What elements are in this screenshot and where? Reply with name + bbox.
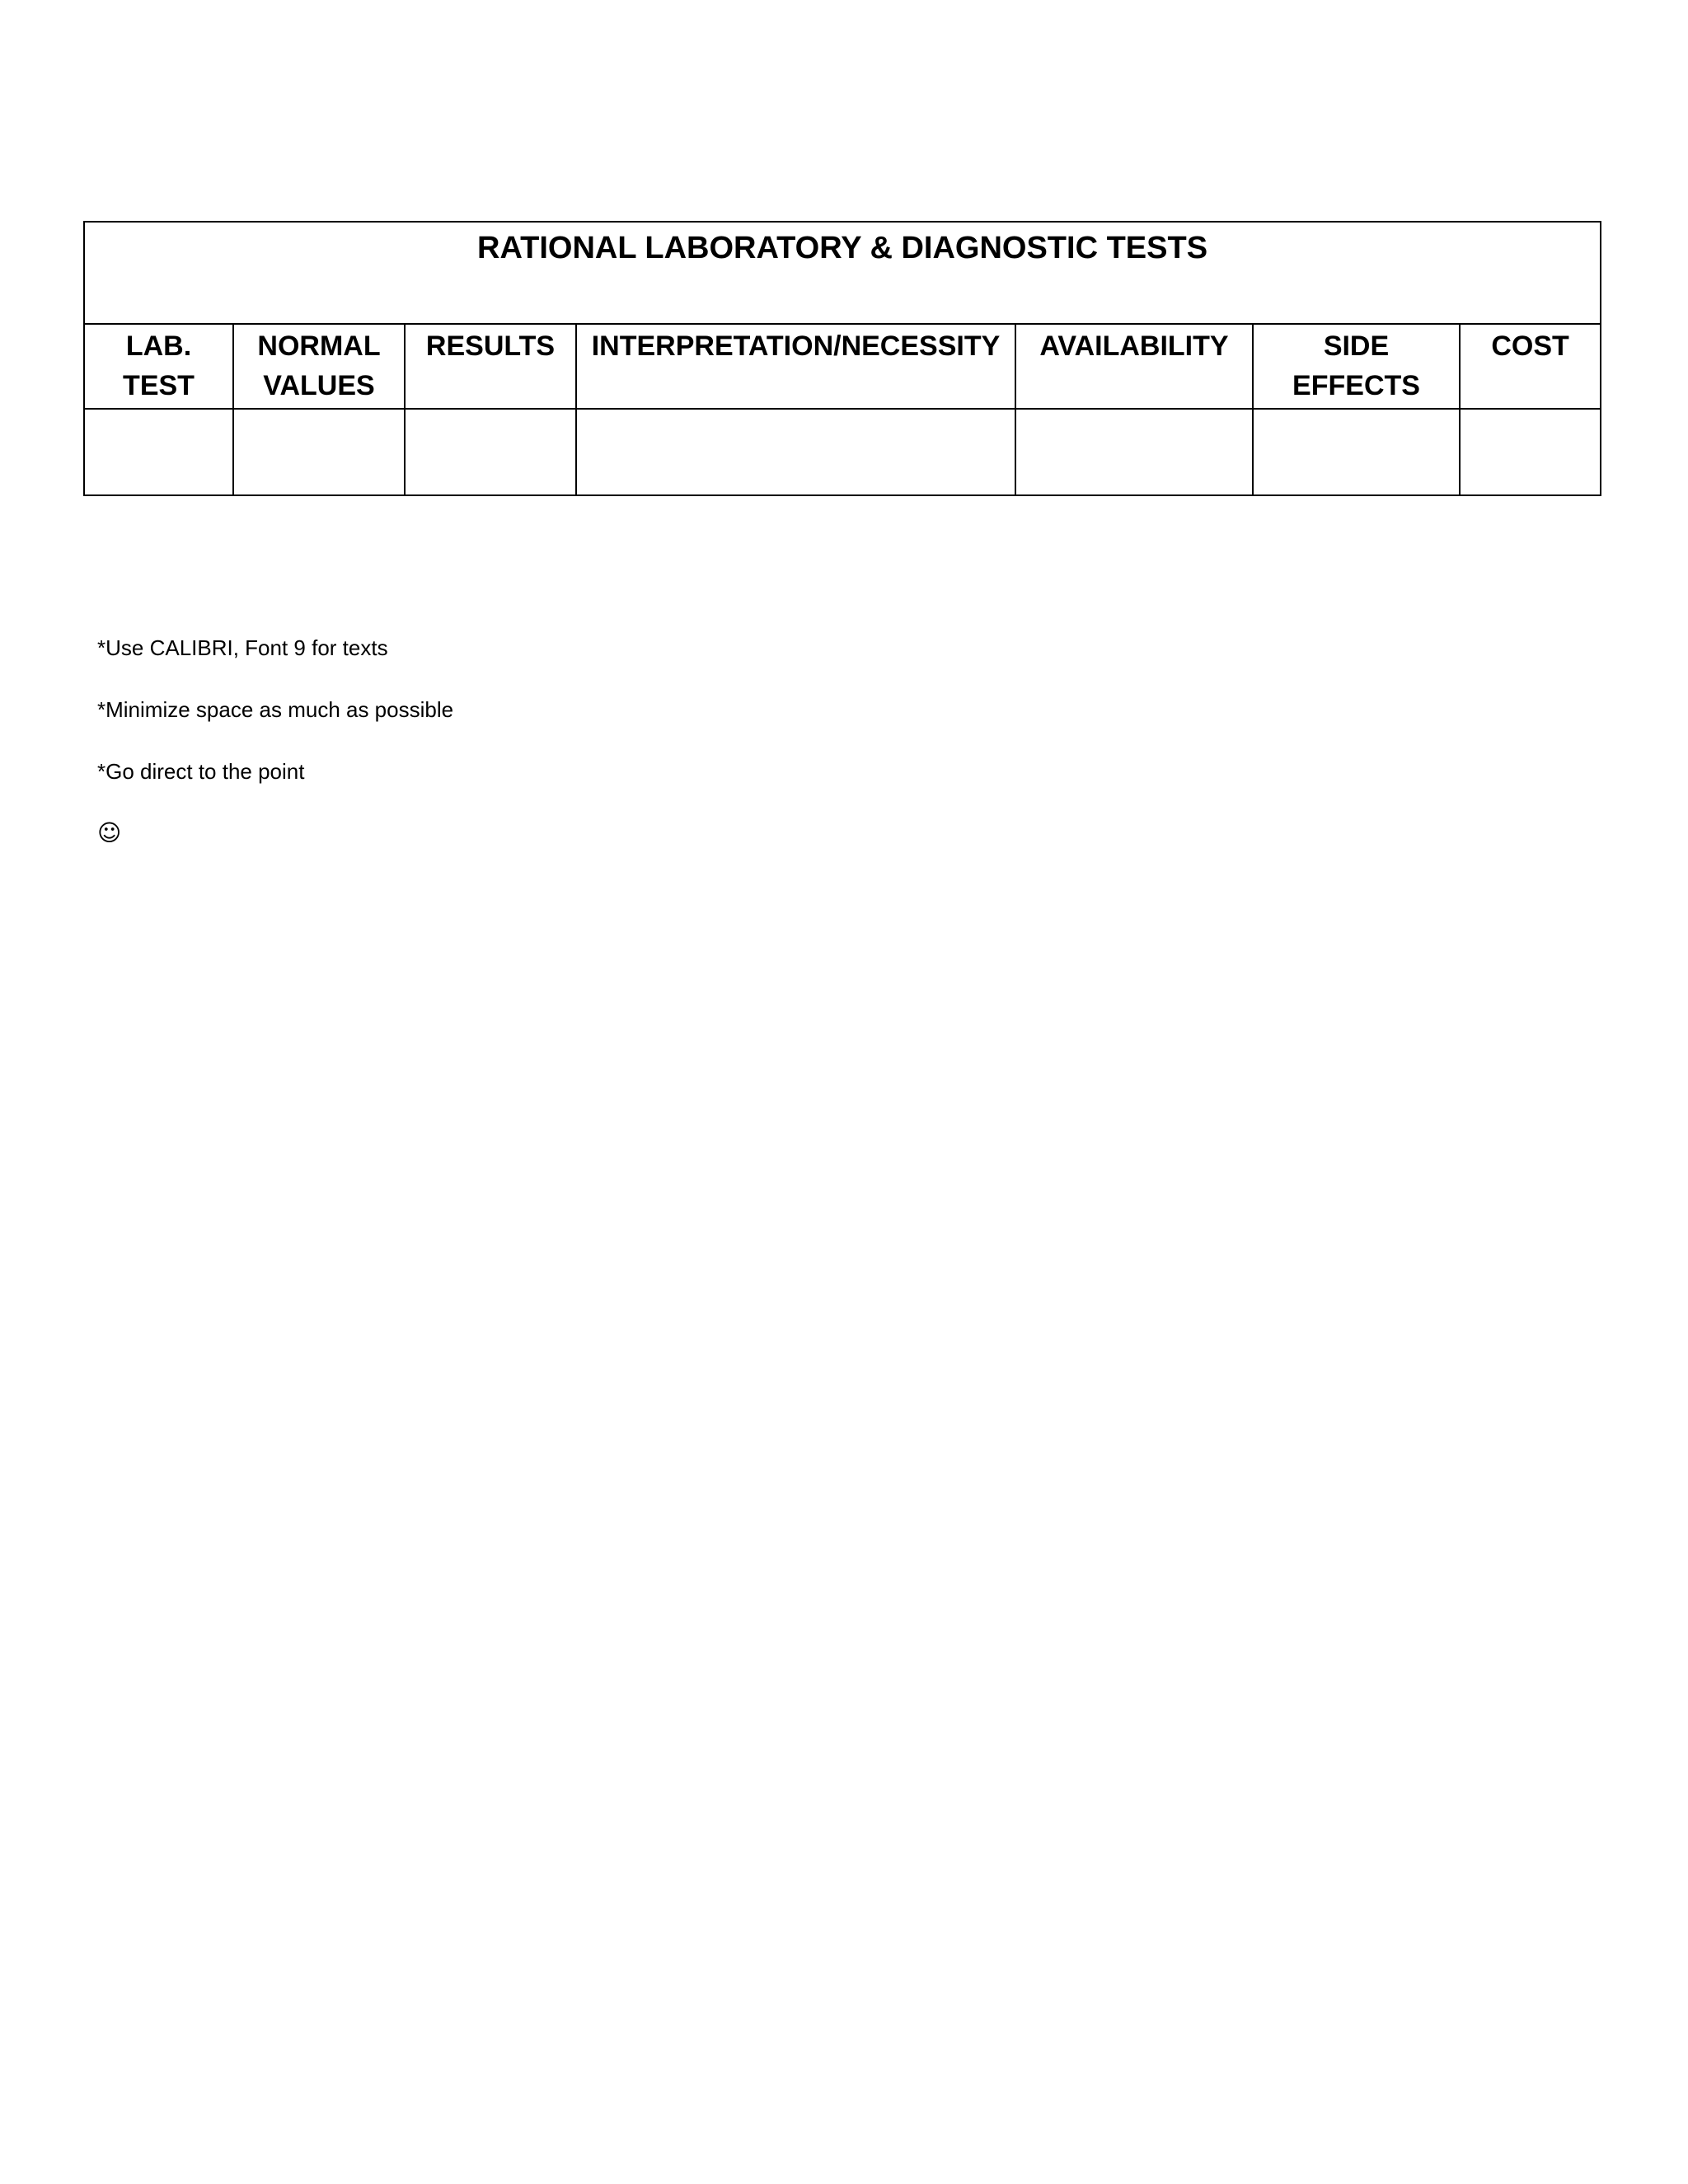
header-lab-test-line2: TEST [123, 370, 195, 401]
table-title-row [84, 222, 1601, 324]
cell-lab-test[interactable] [84, 409, 233, 495]
note-font: *Use CALIBRI, Font 9 for texts [97, 635, 388, 660]
header-results [405, 324, 576, 409]
cell-normal-values[interactable] [233, 409, 405, 495]
header-normal-values [233, 324, 405, 409]
cell-availability[interactable] [1015, 409, 1253, 495]
note-space: *Minimize space as much as possible [97, 697, 454, 722]
table-header-row [84, 324, 1601, 409]
header-interpretation [576, 324, 1015, 409]
header-normal-values-line2: VALUES [263, 370, 375, 401]
header-results-line1: RESULTS [425, 330, 556, 362]
header-availability [1015, 324, 1253, 409]
cell-side-effects[interactable] [1253, 409, 1460, 495]
header-availability-line1: AVAILABILITY [1039, 330, 1229, 362]
instructions-notes [97, 635, 453, 882]
header-side-effects-line2: EFFECTS [1292, 370, 1420, 401]
header-side-effects-line1: SIDE [1323, 330, 1390, 362]
table-row [84, 409, 1601, 495]
header-normal-values-line1: NORMAL [257, 330, 381, 362]
lab-tests-table [83, 221, 1601, 496]
header-lab-test-line1: LAB. [125, 330, 192, 362]
smiley-icon: ☺ [97, 819, 122, 846]
cell-interpretation[interactable] [576, 409, 1015, 495]
cell-results[interactable] [405, 409, 576, 495]
header-side-effects [1253, 324, 1460, 409]
header-cost [1460, 324, 1601, 409]
note-direct: *Go direct to the point [97, 759, 305, 784]
header-lab-test [84, 324, 233, 409]
header-interpretation-line1: INTERPRETATION/NECESSITY [591, 330, 1001, 362]
header-cost-line1: COST [1491, 330, 1569, 362]
table-title: RATIONAL LABORATORY & DIAGNOSTIC TESTS [84, 222, 1601, 324]
cell-cost[interactable] [1460, 409, 1601, 495]
